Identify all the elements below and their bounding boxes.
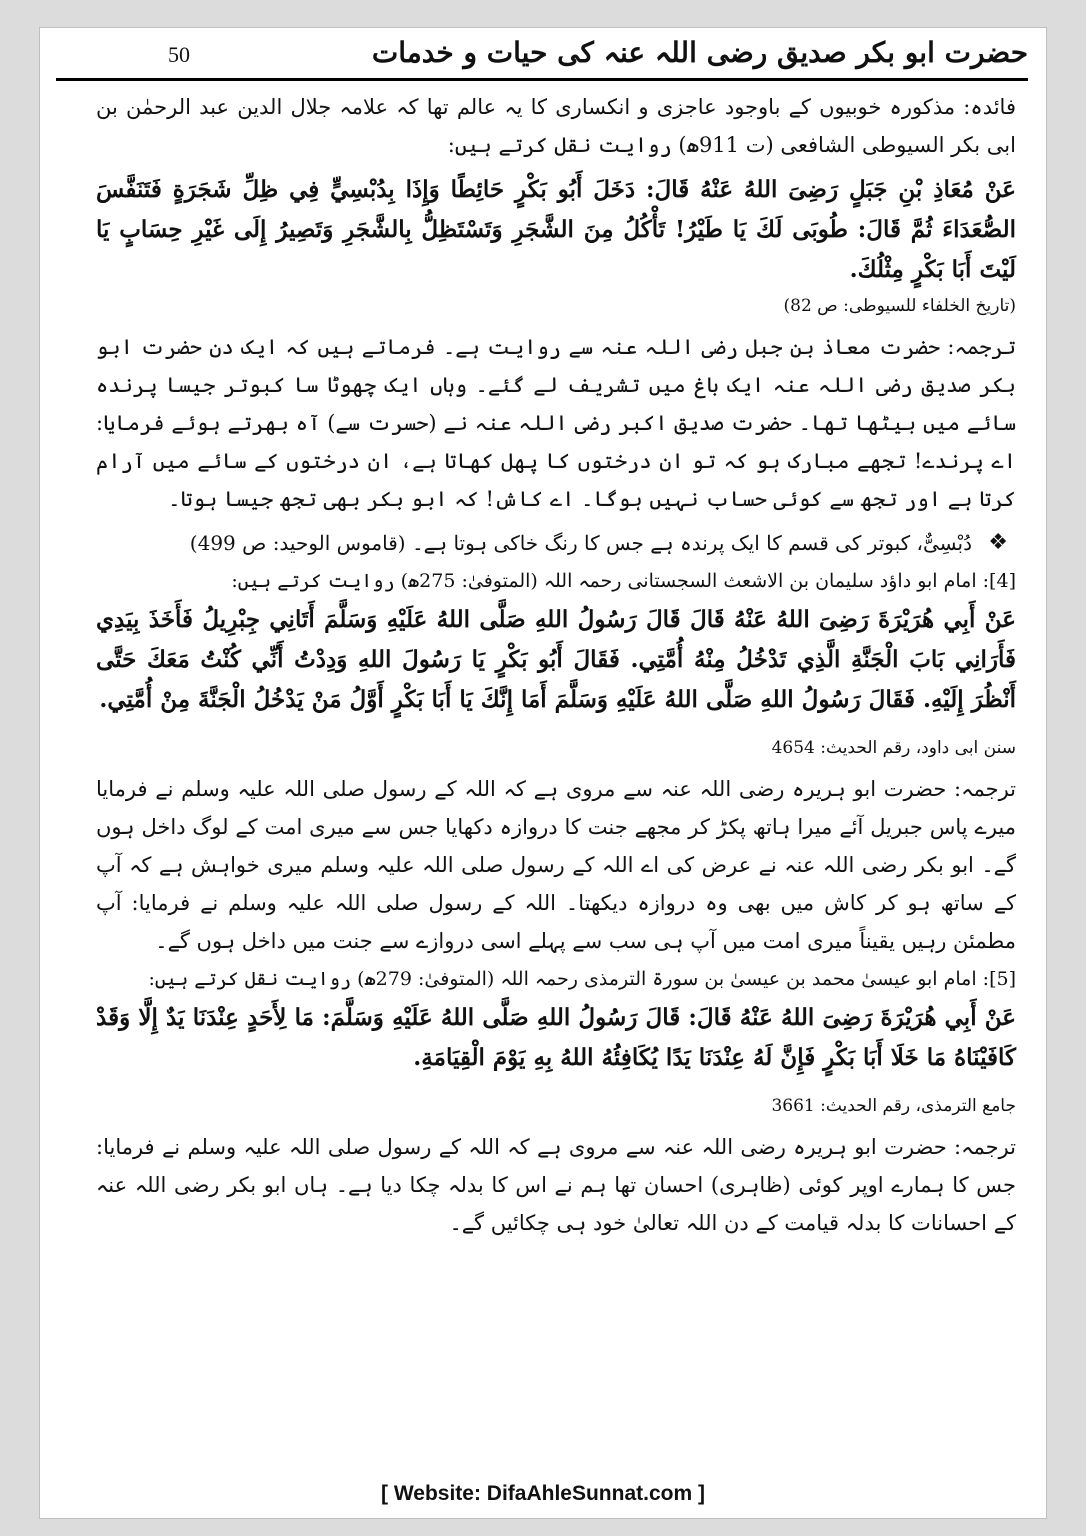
reference-2: سنن ابی داود، رقم الحدیث: 4654 xyxy=(771,738,1016,758)
page-body xyxy=(96,88,1016,1242)
running-title: حضرت ابو بکر صدیق رضی اللہ عنہ کی حیات و خدمات xyxy=(371,36,1028,69)
faida-paragraph: فائدہ: مذکورہ خوبیوں کے باوجود عاجزی و انکساری کا یہ عالم تھا کہ علامہ جلال الدین عبد الرحمٰن بن ابی بکر السیوطی الشافعی (ت 911ھ) روایت نقل کرتے ہیں: xyxy=(96,95,1016,157)
translation-2: ترجمہ: حضرت ابو ہریرہ رضی اللہ عنہ سے مروی ہے کہ اللہ کے رسول صلی اللہ علیہ وسلم نے فرمایا میرے پاس جبریل آئے میرا ہاتھ پکڑ کر مجھے جنت کا دروازہ دکھایا جس سے میری امت کے لوگ داخل ہوں گے۔ ابو بکر رضی اللہ عنہ نے عرض کی اے اللہ کے رسول صلی اللہ علیہ وسلم میری خواہش ہے کہ آپ کے ساتھ ہو کر کاش میں بھی وہ دروازہ دیکھتا۔ اللہ کے رسول صلی اللہ علیہ وسلم نے فرمایا: آپ مطمئن رہیں یقیناً میری امت میں آپ ہی سب سے پہلے اسی دروازے سے جنت میں داخل ہوں گے۔ xyxy=(96,777,1016,953)
item-5-intro: [5]: امام ابو عیسیٰ محمد بن عیسیٰ بن سورۃ الترمذی رحمہ اللہ (المتوفیٰ: 279ھ) روایت نقل کرتے ہیں: xyxy=(148,968,1016,990)
reference-1: (تاریخ الخلفاء للسیوطی: ص 82) xyxy=(783,296,1016,316)
footnote xyxy=(96,524,1016,562)
translation-1: ترجمہ: حضرت معاذ بن جبل رضی اللہ عنہ سے روایت ہے۔ فرماتے ہیں کہ ایک دن حضرت ابو بکر صدیق رضی اللہ عنہ ایک باغ میں تشریف لے گئے۔ وہاں ایک چھوٹا سا کبوتر جیسا پرندہ سائے میں بیٹھا تھا۔ حضرت صدیق اکبر رضی اللہ عنہ نے (حسرت سے) آہ بھرتے ہوئے فرمایا: اے پرندے! تجھے مبارک ہو کہ تو ان درختوں کا پھل کھاتا ہے، ان درختوں کے سائے میں آرام کرتا ہے اور تجھ سے کوئی حساب نہیں ہوگا۔ اے کاش! کہ ابو بکر بھی تجھ جیسا ہوتا۔ xyxy=(96,335,1016,511)
header-rule xyxy=(56,78,1028,81)
item-4-intro: [4]: امام ابو داؤد سلیمان بن الاشعث السجستانی رحمہ اللہ (المتوفیٰ: 275ھ) روایت کرتے ہیں: xyxy=(231,570,1016,592)
arabic-hadith-2: عَنْ أَبِي هُرَيْرَةَ رَضِیَ اللهُ عَنْهُ قَالَ قَالَ رَسُولُ اللهِ صَلَّى اللهُ عَلَيْهِ وَسَلَّمَ أَتَانِي جِبْرِيلُ فَأَخَذَ بِيَدِي فَأَرَانِي بَابَ الْجَنَّةِ الَّذِي تَدْخُلُ مِنْهُ أُمَّتِي. فَقَالَ أَبُو بَكْرٍ يَا رَسُولَ اللهِ وَدِدْتُ أَنِّي كُنْتُ مَعَكَ حَتَّى أَنْظُرَ إِلَيْهِ. فَقَالَ رَسُولُ اللهِ صَلَّى اللهُ عَلَيْهِ وَسَلَّمَ أَمَا إِنَّكَ يَا أَبَا بَكْرٍ أَوَّلُ مَنْ يَدْخُلُ الْجَنَّةَ مِنْ أُمَّتِي. xyxy=(96,606,1016,713)
arabic-hadith-1: عَنْ مُعَاذِ بْنِ جَبَلٍ رَضِیَ اللهُ عَنْهُ قَالَ: دَخَلَ أَبُو بَكْرٍ حَائِطًا وَإِذَا بِدُبْسِيٍّ فِي ظِلِّ شَجَرَةٍ فَتَنَفَّسَ الصُّعَدَاءَ ثُمَّ قَالَ: طُوبَى لَكَ يَا طَيْرُ! تَأْكُلُ مِنَ الشَّجَرِ وَتَسْتَظِلُّ بِالشَّجَرِ وَتَصِيرُ إِلَى غَيْرِ حِسَابٍ يَا لَيْتَ أَبَا بَكْرٍ مِثْلُكَ. xyxy=(96,176,1016,283)
page-header xyxy=(56,36,1028,76)
reference-3: جامع الترمذی، رقم الحدیث: 3661 xyxy=(771,1096,1016,1116)
diamond-bullet-icon: ❖ xyxy=(988,530,1008,555)
translation-3: ترجمہ: حضرت ابو ہریرہ رضی اللہ عنہ سے مروی ہے کہ اللہ کے رسول صلی اللہ علیہ وسلم نے فرمایا: جس کا ہمارے اوپر کوئی (ظاہری) احسان تھا ہم نے اس کا بدلہ چکا دیا ہے۔ ہاں ابو بکر رضی اللہ عنہ کے احسانات کا بدلہ قیامت کے دن اللہ تعالیٰ خود ہی چکائیں گے۔ xyxy=(96,1135,1016,1235)
page-number: 50 xyxy=(168,42,190,67)
arabic-hadith-3: عَنْ أَبِي هُرَيْرَةَ رَضِیَ اللهُ عَنْهُ قَالَ: قَالَ رَسُولُ اللهِ صَلَّى اللهُ عَلَيْهِ وَسَلَّمَ: مَا لِأَحَدٍ عِنْدَنَا يَدٌ إِلَّا وَقَدْ كَافَيْنَاهُ مَا خَلَا أَبَا بَكْرٍ فَإِنَّ لَهُ عِنْدَنَا يَدًا يُكَافِئُهُ اللهُ بِهِ يَوْمَ الْقِيَامَةِ. xyxy=(96,1004,1016,1071)
website-footer: [ Website: DifaAhleSunnat.com ] xyxy=(381,1482,705,1505)
footnote-text: دُبْسِیٌّ، کبوتر کی قسم کا ایک پرندہ ہے جس کا رنگ خاکی ہوتا ہے۔ (قاموس الوحید: ص 499) xyxy=(189,531,972,555)
